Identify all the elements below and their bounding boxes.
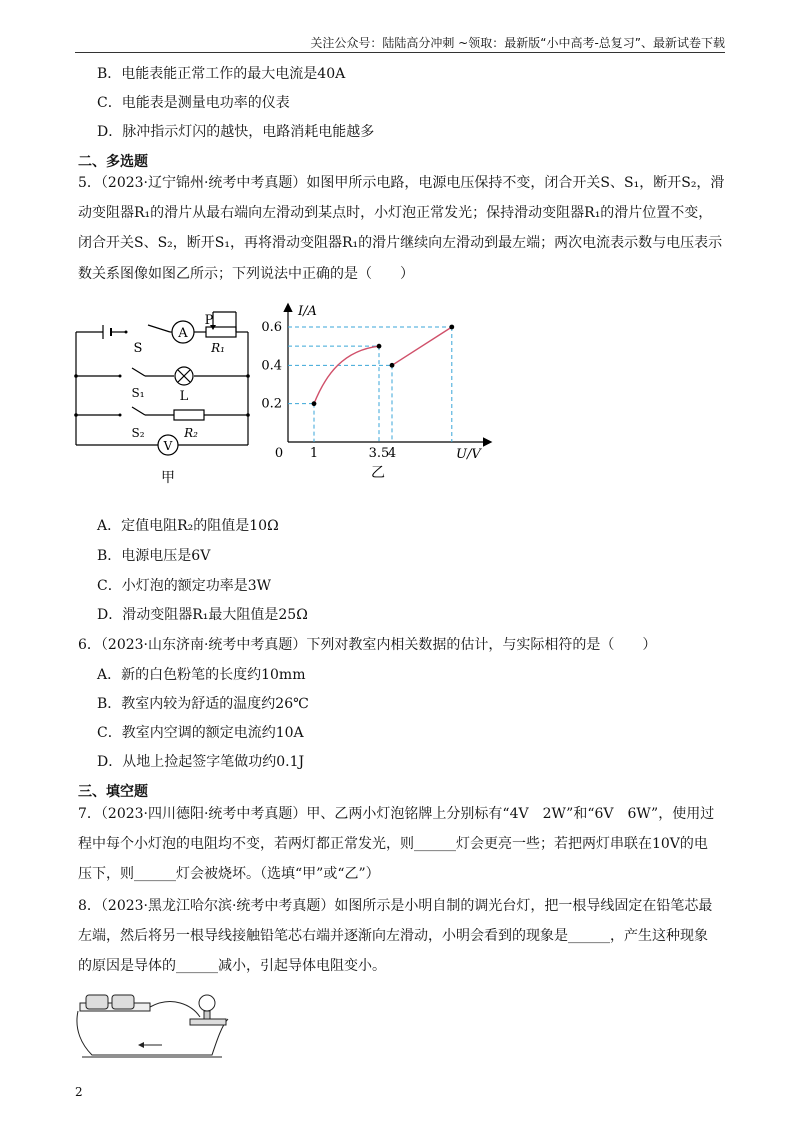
r2-label: R₂ bbox=[184, 426, 198, 440]
switch-s-label: S bbox=[133, 341, 143, 356]
q8-stem-line: 的原因是导体的______减小，引起导体电阻变小。 bbox=[78, 958, 386, 974]
q5-option-b: B．电源电压是6V bbox=[97, 548, 211, 564]
q5-stem-line: 5．（2023·辽宁锦州·统考中考真题）如图甲所示电路，电源电压保持不变，闭合开关S、S₁，断开S₂，滑 bbox=[78, 175, 725, 191]
q4-option-c: C．电能表是测量电功率的仪表 bbox=[97, 95, 290, 111]
data-point bbox=[390, 363, 395, 368]
q7-stem-line: 压下，则______灯会被烧坏。（选填“甲”或“乙”） bbox=[78, 866, 380, 882]
y-tick-label: 0.2 bbox=[261, 396, 282, 412]
section-title-multi-choice: 二、多选题 bbox=[78, 154, 148, 170]
q5-option-a: A．定值电阻R₂的阻值是10Ω bbox=[97, 518, 279, 534]
q4-option-b: B．电能表能正常工作的最大电流是40A bbox=[97, 66, 346, 82]
page-number: 2 bbox=[75, 1085, 83, 1099]
x-tick-label: 0 bbox=[274, 446, 284, 461]
q7-stem-line: 7．（2023·四川德阳·统考中考真题）甲、乙两小灯泡铭牌上分别标有“4V 2W”和“6V 6W”，使用过 bbox=[78, 806, 715, 822]
q6-stem: 6．（2023·山东济南·统考中考真题）下列对教室内相关数据的估计，与实际相符的是（ ） bbox=[78, 637, 657, 653]
data-point bbox=[377, 344, 382, 349]
q5-stem-line: 闭合开关S、S₂，断开S₁，再将滑动变阻器R₁的滑片继续向左滑动到最左端；两次电流表示数与电压表示 bbox=[78, 235, 723, 251]
iu-graph bbox=[260, 295, 510, 490]
q7-stem-line: 程中每个小灯泡的电阻均不变，若两灯都正常发光，则______灯会更亮一些；若把两灯串联在10V的电 bbox=[78, 836, 708, 852]
y-tick-label: 0.4 bbox=[261, 358, 282, 374]
q5-stem-line: 数关系图像如图乙所示；下列说法中正确的是（ ） bbox=[78, 266, 414, 282]
q5-option-d: D．滑动变阻器R₁最大阻值是25Ω bbox=[97, 607, 308, 623]
q6-option-c: C．教室内空调的额定电流约10A bbox=[97, 725, 304, 741]
x-tick-label: 1 bbox=[309, 446, 319, 461]
q5-option-c: C．小灯泡的额定功率是3W bbox=[97, 578, 272, 594]
x-tick-label: 4 bbox=[387, 446, 397, 461]
switch-s2-label: S₂ bbox=[131, 426, 145, 440]
y-axis-label: I/A bbox=[298, 304, 317, 319]
circuit-diagram bbox=[70, 300, 270, 490]
q6-option-d: D．从地上捡起签字笔做功约0.1J bbox=[97, 754, 305, 770]
q4-option-d: D．脉冲指示灯闪的越快，电路消耗电能越多 bbox=[97, 124, 375, 140]
lamp-l-label: L bbox=[179, 389, 189, 404]
series-line-0 bbox=[314, 346, 379, 404]
data-point bbox=[312, 401, 317, 406]
r1-label: R₁ bbox=[211, 341, 225, 355]
data-point bbox=[449, 325, 454, 330]
x-axis-label: U/V bbox=[456, 447, 481, 462]
q5-stem-line: 动变阻器R₁的滑片从最右端向左滑动到某点时，小灯泡正常发光；保持滑动变阻器R₁的滑片位置不变， bbox=[78, 205, 713, 221]
q6-option-b: B．教室内较为舒适的温度约26℃ bbox=[97, 696, 309, 712]
ammeter-label: A bbox=[178, 326, 188, 341]
q6-option-a: A．新的白色粉笔的长度约10mm bbox=[97, 667, 306, 683]
circuit-caption: 甲 bbox=[161, 470, 175, 486]
series-line-1 bbox=[392, 327, 452, 365]
x-tick-label: 3.5 bbox=[368, 446, 390, 461]
dimmer-lamp-figure bbox=[72, 985, 242, 1065]
y-tick-label: 0.6 bbox=[261, 320, 282, 335]
section-title-fill-blank: 三、填空题 bbox=[78, 784, 148, 800]
graph-caption: 乙 bbox=[371, 465, 385, 481]
q8-stem-line: 8．（2023·黑龙江哈尔滨·统考中考真题）如图所示是小明自制的调光台灯，把一根导线固定在铅笔芯最 bbox=[78, 898, 713, 914]
page-header: 关注公众号：陆陆高分冲刺 ~领取：最新版“小中高考-总复习”、最新试卷下载 bbox=[75, 34, 725, 53]
switch-s1-label: S₁ bbox=[131, 386, 145, 400]
slider-p-label: P bbox=[204, 313, 214, 328]
voltmeter-label: V bbox=[163, 439, 173, 453]
q8-stem-line: 左端，然后将另一根导线接触铅笔芯右端并逐渐向左滑动，小明会看到的现象是______，产生这种现象 bbox=[78, 928, 708, 944]
